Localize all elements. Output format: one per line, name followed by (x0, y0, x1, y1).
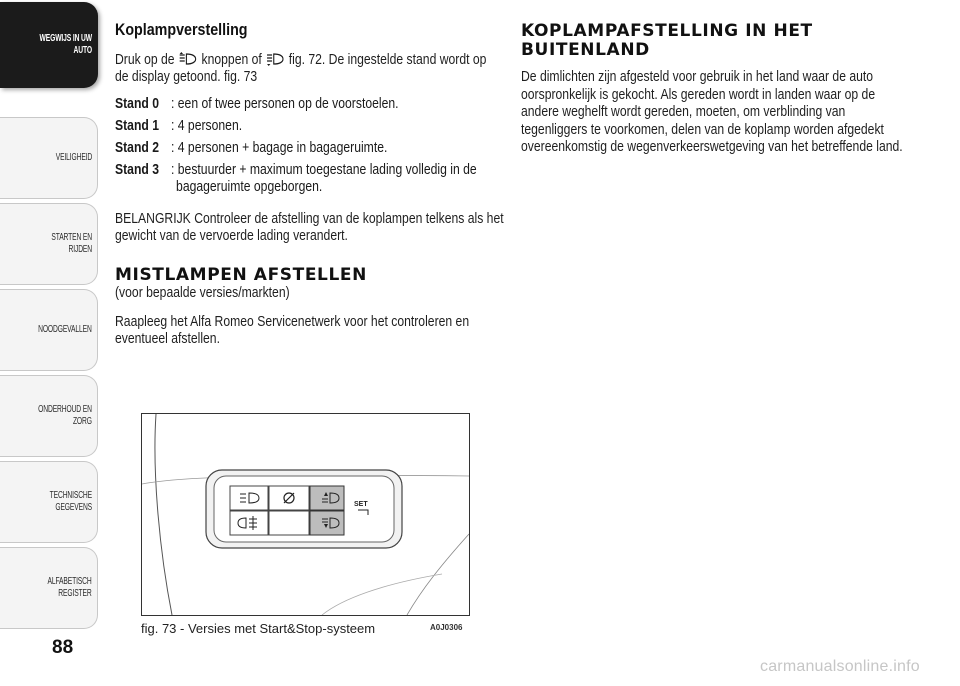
abroad-body-line: tegenliggers te voorkomen, delen van de koplamp worden afgedekt (521, 121, 884, 138)
fog-heading: MISTLAMPEN AFSTELLEN (115, 265, 367, 285)
chapter-tabs (0, 0, 100, 686)
fog-body-line2: eventueel afstellen. (115, 331, 220, 347)
tab-alfabetisch-register[interactable] (0, 547, 98, 629)
tab-label-line2: ZORG (73, 416, 92, 427)
figure-code: A0J0306 (430, 623, 463, 632)
headlamp-switch-panel-illustration (142, 414, 469, 615)
intro-text-c: fig. 72. De ingestelde stand wordt op (288, 52, 487, 68)
page-number: 88 (52, 637, 74, 658)
stand-label: Stand 0 (115, 96, 159, 112)
important-line2: gewicht van de vervoerde lading verandert. (115, 228, 348, 244)
abroad-heading-line1: KOPLAMPAFSTELLING IN HET (521, 21, 813, 41)
tab-label-line1: VEILIGHEID (55, 152, 92, 163)
figure-caption: fig. 73 - Versies met Start&Stop-systeem (141, 621, 376, 636)
abroad-heading-line2: BUITENLAND (521, 40, 650, 60)
important-line1: BELANGRIJK Controleer de afstelling van de koplampen telkens als het (115, 211, 504, 227)
headlamp-adjust-up-icon (179, 52, 197, 66)
section-subtitle (115, 20, 273, 40)
tab-label-line1: NOODGEVALLEN (38, 324, 92, 335)
abroad-body-line: De dimlichten zijn afgesteld voor gebruik in het land waar de auto (521, 69, 874, 85)
abroad-body-line: andere weghelft wordt gereden, moeten, om verblinding van (521, 104, 846, 120)
stand-text: : een of twee personen op de voorstoelen. (171, 96, 399, 112)
stand-text (171, 162, 477, 196)
intro-paragraph (115, 52, 557, 86)
fog-body (115, 314, 537, 348)
tab-label-line1: STARTEN EN RIJDEN (51, 232, 92, 255)
abroad-body-line: overeenkomstig de wegenverkeerswetgeving van het betreffende land. (521, 139, 903, 155)
tab-label-line1: WEGWIJS IN UW (39, 33, 92, 44)
stand-1-row (115, 118, 495, 135)
tab-label-line2: AUTO (73, 45, 92, 56)
stand-label: Stand 3 (115, 162, 159, 178)
abroad-body-line: oorspronkelijk is gekocht. Als gereden wordt in landen waar op de (521, 86, 876, 103)
stand-3-row (115, 162, 495, 198)
figure-73 (141, 413, 470, 616)
stand-text-line2: bagageruimte opgeborgen. (176, 179, 323, 195)
headlamp-adjust-down-icon (266, 52, 284, 66)
tab-onderhoud-en-zorg[interactable] (0, 375, 98, 457)
abroad-body (521, 69, 960, 157)
abroad-heading (521, 22, 813, 60)
tab-label-line1: ONDERHOUD EN (38, 404, 92, 415)
stand-label: Stand 1 (115, 118, 159, 134)
important-note (115, 211, 578, 245)
tab-veiligheid[interactable] (0, 117, 98, 199)
tab-label-line1: TECHNISCHE (49, 490, 92, 501)
intro-text-b: knoppen of (201, 52, 262, 68)
fog-subtitle (115, 285, 323, 302)
stand-label: Stand 2 (115, 140, 159, 156)
intro-text-line2: de display getoond. fig. 73 (115, 69, 258, 85)
watermark: carmanualsonline.info (760, 658, 920, 675)
set-label: SET (354, 501, 368, 508)
stand-text: : 4 personen + bagage in bagageruimte. (171, 140, 388, 156)
tab-label-line2: REGISTER (58, 588, 92, 599)
stand-text-line1: : bestuurder + maximum toegestane lading volledig in de (171, 162, 477, 178)
fog-body-line1: Raapleeg het Alfa Romeo Servicenetwerk voor het controleren en (115, 314, 470, 330)
tab-label-line2: GEGEVENS (55, 502, 92, 513)
tab-label-line1: ALFABETISCH (47, 576, 92, 587)
fog-subtitle-text: (voor bepaalde versies/markten) (115, 285, 290, 301)
stand-text: : 4 personen. (171, 118, 243, 134)
tab-noodgevallen[interactable] (0, 289, 98, 371)
section-subtitle-text: Koplampverstelling (115, 20, 248, 39)
stand-2-row (115, 140, 495, 157)
tab-starten-en-rijden[interactable] (0, 203, 98, 285)
tab-wegwijs-in-uw-auto[interactable] (0, 2, 98, 88)
tab-technische-gegevens[interactable] (0, 461, 98, 543)
intro-text-a: Druk op de (115, 52, 175, 68)
stand-0-row (115, 96, 495, 113)
